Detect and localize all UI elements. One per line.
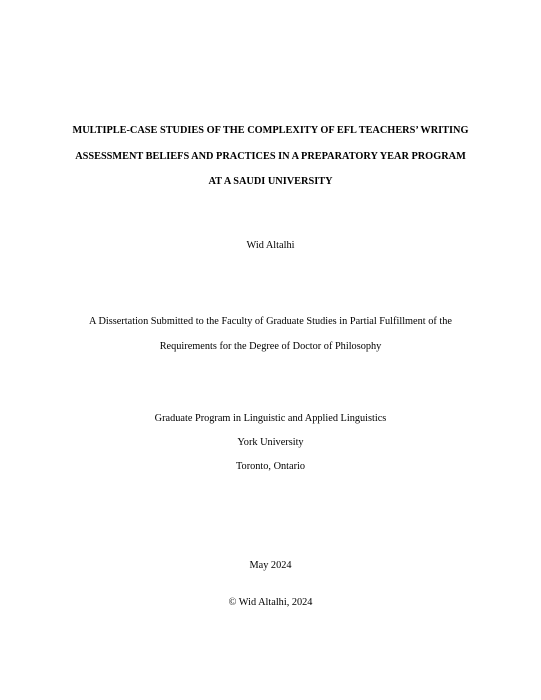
dissertation-title-line-1: MULTIPLE-CASE STUDIES OF THE COMPLEXITY OF EFL TEACHERS’ WRITING (72, 125, 469, 136)
university-name: York University (237, 437, 304, 448)
submission-statement-line-2: Requirements for the Degree of Doctor of Philosophy (159, 341, 382, 352)
copyright-notice: © Wid Altalhi, 2024 (228, 597, 313, 608)
submission-statement-line-1: A Dissertation Submitted to the Faculty of Graduate Studies in Partial Fulfillment of the (89, 316, 452, 327)
university-location: Toronto, Ontario (235, 461, 306, 472)
dissertation-title-line-3: AT A SAUDI UNIVERSITY (208, 176, 333, 187)
submission-date: May 2024 (249, 560, 292, 571)
dissertation-title-line-2: ASSESSMENT BELIEFS AND PRACTICES IN A PREPARATORY YEAR PROGRAM (75, 151, 466, 162)
author-name: Wid Altalhi (246, 240, 295, 251)
graduate-program: Graduate Program in Linguistic and Applied Linguistics (154, 413, 387, 424)
